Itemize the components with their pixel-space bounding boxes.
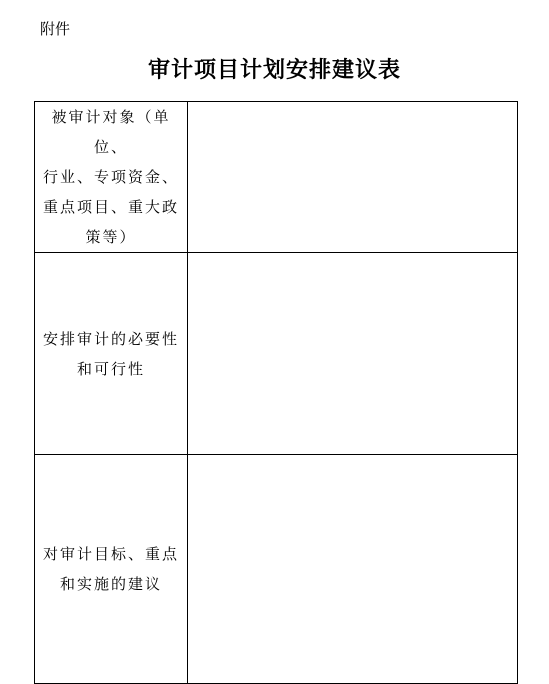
- value-cell-necessity[interactable]: [188, 253, 518, 455]
- table-row-audit-target: [35, 102, 518, 253]
- label-line: 行业、专项资金、: [42, 168, 179, 186]
- label-line: 策等）: [85, 228, 137, 246]
- value-cell-suggestions[interactable]: [188, 455, 518, 684]
- label-line: 安排审计的必要性: [42, 329, 179, 348]
- label-line: 重点项目、重大政: [42, 198, 179, 216]
- label-line: 对审计目标、重点: [42, 545, 179, 563]
- label-cell-necessity: [35, 253, 188, 455]
- table-row-suggestions: [35, 455, 518, 684]
- attachment-label: 附件: [40, 20, 71, 38]
- label-cell-suggestions: [35, 455, 188, 684]
- label-cell-audit-target: [35, 102, 188, 253]
- label-line: 和实施的建议: [59, 575, 162, 593]
- value-cell-audit-target[interactable]: [188, 102, 518, 253]
- audit-plan-table: [34, 101, 518, 684]
- label-line: 和可行性: [76, 359, 145, 378]
- label-line: 被审计对象（单位、: [51, 108, 171, 156]
- table-row-necessity: [35, 253, 518, 455]
- document-title: 审计项目计划安排建议表: [147, 57, 401, 83]
